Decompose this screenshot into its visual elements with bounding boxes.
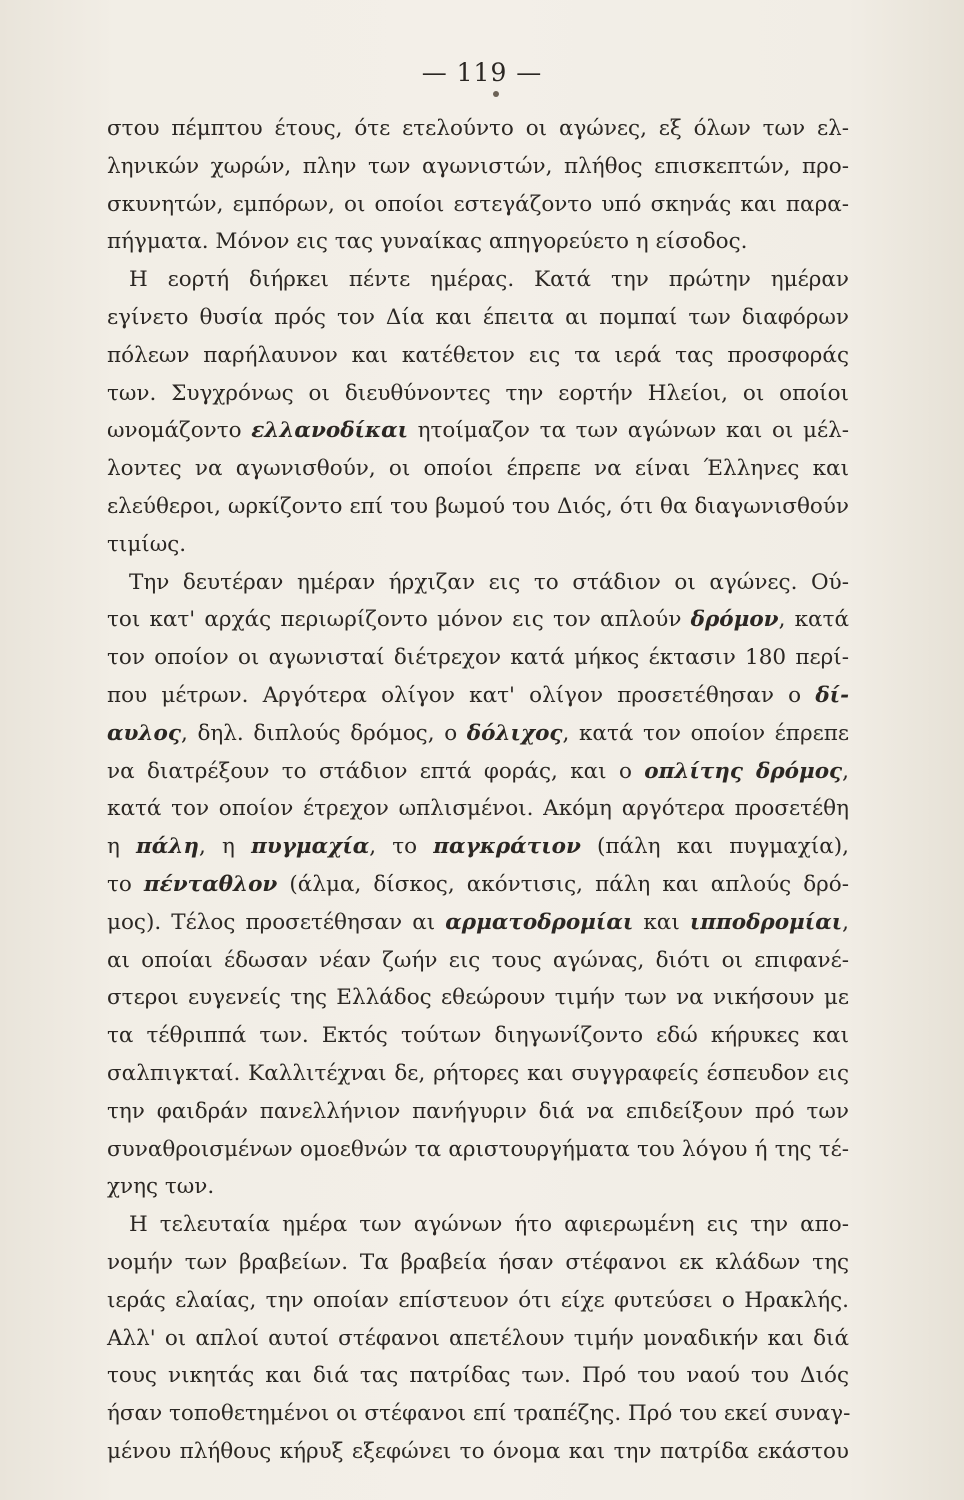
text-line: [107, 1433, 849, 1471]
line-text: λοντες να αγωνισθούν, οι οποίοι έπρεπε να είναι Έλληνες και: [107, 456, 849, 482]
line-text: Την δευτέραν ημέραν ήρχιζαν εις το στάδιον οι αγώνες. Ού-: [129, 569, 849, 595]
line-text: ητοίμαζον τα των αγώνων και οι μέλ-: [408, 418, 849, 444]
line-text: , η: [199, 834, 252, 860]
line-text: στεροι ευγενείς της Ελλάδος εθεώρουν τιμήν των να νικήσουν με: [107, 985, 849, 1011]
line-text: , κατά: [778, 607, 849, 633]
text-line: [107, 1017, 849, 1055]
text-line: [107, 715, 849, 753]
text-line: [107, 110, 849, 148]
line-text: Η τελευταία ημέρα των αγώνων ήτο αφιερωμένη εις την απο-: [129, 1212, 849, 1238]
text-line: [107, 1320, 849, 1358]
line-text: μος). Τέλος προσετέθησαν αι: [107, 909, 446, 935]
line-text: ,: [842, 909, 849, 935]
line-text: στου πέμπτου έτους, ότε ετελούντο οι αγώνες, εξ όλων των ελ-: [107, 116, 849, 141]
emphasized-term: ελλανοδίκαι: [251, 418, 409, 444]
line-text: (πάλη και πυγμαχία),: [580, 834, 850, 860]
line-text: Αλλ' οι απλοί αυτοί στέφανοι απετέλουν τιμήν μοναδικήν και διά: [107, 1325, 849, 1351]
print-speck: [493, 91, 499, 97]
line-text: σαλπιγκταί. Καλλιτέχναι δε, ρήτορες και συγγραφείς έσπευδον εις: [107, 1060, 849, 1086]
emphasized-term: δρόμον: [690, 607, 779, 633]
line-text: τοι κατ' αρχάς περιωρίζοντο μόνον εις τον απλούν: [107, 607, 691, 633]
text-line: [107, 148, 849, 186]
line-text: ,: [842, 758, 849, 784]
text-line: [107, 1131, 849, 1169]
emphasized-term: οπλίτης δρόμος: [644, 758, 843, 784]
line-text: να διατρέξουν το στάδιον επτά φοράς, και ο: [107, 758, 645, 784]
text-line: [107, 677, 849, 715]
text-line: [107, 790, 849, 828]
text-line: [107, 337, 849, 375]
line-text: το: [107, 871, 144, 897]
line-text: ληνικών χωρών, πλην των αγωνιστών, πλήθος επισκεπτών, προ-: [107, 153, 849, 179]
emphasized-term: ιπποδρομίαι: [689, 909, 843, 935]
text-line: [107, 412, 849, 450]
line-text: τον οποίον οι αγωνισταί διέτρεχον κατά μήκος έκτασιν 180 περί-: [107, 645, 849, 671]
line-text: (άλμα, δίσκος, ακόντισις, πάλη και απλούς δρό-: [277, 871, 849, 897]
line-text: των. Συγχρόνως οι διευθύνοντες την εορτήν Ηλείοι, οι οποίοι: [107, 380, 849, 406]
line-text: , κατά τον οποίον έπρεπε: [562, 720, 849, 746]
line-text: μένου πλήθους κήρυξ εξεφώνει το όνομα και την πατρίδα εκάστου: [107, 1438, 849, 1464]
text-line: [107, 639, 849, 677]
text-line: [107, 979, 849, 1017]
line-text: εγίνετο θυσία πρός τον Δία και έπειτα αι πομπαί των διαφόρων: [107, 304, 849, 330]
body-text: [107, 110, 849, 1471]
line-text: τιμίως.: [107, 531, 187, 557]
text-line: [107, 1244, 849, 1282]
line-text: χνης των.: [107, 1174, 215, 1200]
line-text: , το: [369, 834, 434, 860]
text-line: [107, 450, 849, 488]
line-text: ελεύθεροι, ωρκίζοντο επί του βωμού του Διός, ότι θα διαγωνισθούν: [107, 493, 849, 519]
line-text: , δηλ. διπλούς δρόμος, ο: [180, 720, 467, 746]
line-text: πόλεων παρήλαυνον και κατέθετον εις τα ιερά τας προσφοράς: [107, 342, 849, 368]
text-line: [107, 1168, 849, 1206]
line-text: ήσαν τοποθετημένοι οι στέφανοι επί τραπέζης. Πρό του εκεί συναγ-: [107, 1401, 851, 1427]
text-line: [107, 1093, 849, 1131]
text-line: [107, 223, 849, 261]
text-line: [107, 526, 849, 564]
page-number: — 119 —: [421, 58, 543, 87]
text-line: [107, 564, 849, 602]
text-line: [107, 828, 849, 866]
line-text: τα τέθριππά των. Εκτός τούτων διηγωνίζοντο εδώ κήρυκες και: [107, 1023, 849, 1049]
text-line: [107, 753, 849, 791]
emphasized-term: πένταθλον: [143, 871, 278, 897]
line-text: και: [633, 909, 690, 935]
line-text: που μέτρων. Αργότερα ολίγον κατ' ολίγον προσετέθησαν ο: [107, 682, 816, 708]
emphasized-term: πάλη: [136, 834, 200, 860]
line-text: ιεράς ελαίας, την οποίαν επίστευον ότι είχε φυτεύσει ο Ηρακλής.: [107, 1287, 849, 1313]
emphasized-term: δί-: [815, 682, 849, 708]
text-line: [107, 299, 849, 337]
text-line: [107, 1282, 849, 1320]
emphasized-term: παγκράτιον: [433, 834, 581, 860]
emphasized-term: αρματοδρομίαι: [445, 909, 634, 935]
line-text: η: [107, 834, 137, 860]
line-text: σκυνητών, εμπόρων, οι οποίοι εστεγάζοντο υπό σκηνάς και παρα-: [107, 191, 849, 217]
line-text: αι οποίαι έδωσαν νέαν ζωήν εις τους αγώνας, διότι οι επιφανέ-: [107, 947, 849, 973]
text-line: [107, 488, 849, 526]
text-line: [107, 866, 849, 904]
line-text: Η εορτή διήρκει πέντε ημέρας. Κατά την πρώτην ημέραν: [129, 267, 849, 293]
text-line: [107, 1395, 849, 1433]
text-line: [107, 1206, 849, 1244]
emphasized-term: πυγμαχία: [251, 834, 370, 860]
line-text: νομήν των βραβείων. Τα βραβεία ήσαν στέφανοι εκ κλάδων της: [107, 1249, 849, 1275]
text-line: [107, 261, 849, 299]
line-text: την φαιδράν πανελλήνιον πανήγυριν διά να επιδείξουν πρό των: [107, 1098, 849, 1124]
line-text: τους νικητάς και διά τας πατρίδας των. Πρό του ναού του Διός: [107, 1363, 849, 1389]
text-line: [107, 1055, 849, 1093]
text-line: [107, 904, 849, 942]
emphasized-term: αυλος: [107, 720, 181, 746]
text-line: [107, 375, 849, 413]
text-line: [107, 186, 849, 224]
text-line: [107, 1357, 849, 1395]
line-text: κατά τον οποίον έτρεχον ωπλισμένοι. Ακόμη αργότερα προσετέθη: [107, 796, 849, 822]
line-text: πήγματα. Μόνον εις τας γυναίκας απηγορεύετο η είσοδος.: [107, 229, 748, 255]
line-text: ωνομάζοντο: [107, 418, 252, 444]
line-text: συναθροισμένων ομοεθνών τα αριστουργήματα του λόγου ή της τέ-: [107, 1136, 849, 1162]
text-line: [107, 942, 849, 980]
text-line: [107, 601, 849, 639]
emphasized-term: δόλιχος: [466, 720, 563, 746]
